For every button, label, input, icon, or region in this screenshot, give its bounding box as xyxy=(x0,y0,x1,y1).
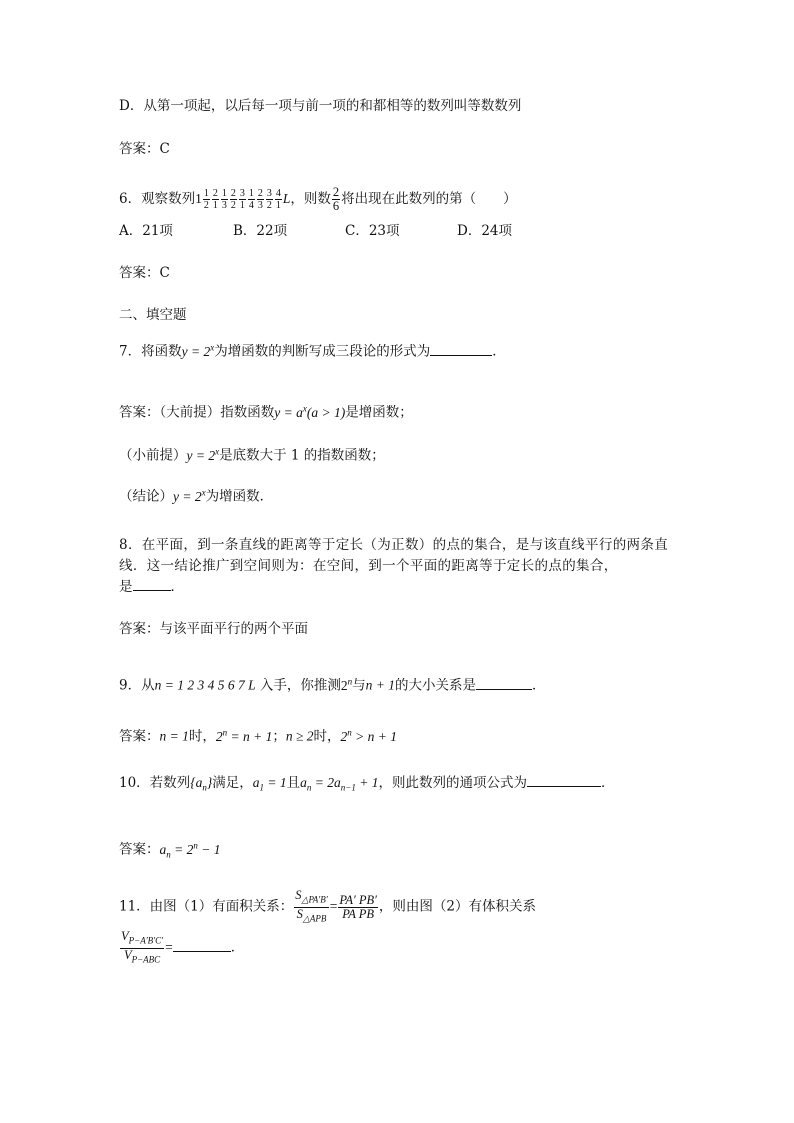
q10-seq xyxy=(190,775,213,793)
q10-an1-sub: n−1 xyxy=(340,782,356,793)
q6-fraction-num: 1 xyxy=(203,188,209,199)
q6-suffix: 将出现在此数列的第（ ） xyxy=(341,191,517,207)
q11-volume-num-v: V xyxy=(121,929,129,943)
q6-fraction-den: 2 xyxy=(266,200,272,211)
q10-stem xyxy=(119,774,614,797)
q11-eq: = xyxy=(329,898,338,914)
q10-blank xyxy=(527,774,601,787)
q11-area-num-s: S xyxy=(295,888,302,902)
q11-volume-den-sub: P−ABC xyxy=(131,954,161,964)
q6-seq-first: 1 xyxy=(195,191,202,206)
q9-ans-eq xyxy=(216,729,272,744)
q6-fraction-den: 4 xyxy=(248,200,254,211)
q10-an-base: a xyxy=(300,775,307,790)
q11-area-den-sub: △APB xyxy=(302,913,327,923)
q7-end: ． xyxy=(492,343,506,360)
q7-func-base: y = 2 xyxy=(181,343,211,359)
q10-seq-a: {a xyxy=(190,775,203,790)
q7-ans1-a: 答案：（大前提）指数函数 xyxy=(119,404,275,421)
q11-volume xyxy=(119,930,244,966)
q9-stem xyxy=(119,672,546,695)
q11-ratio-num: PA′ PB′ xyxy=(339,892,377,907)
q11-volume-den-v: V xyxy=(123,947,132,962)
q9-ans-gt-base: 2 xyxy=(340,728,348,744)
q11-end: ． xyxy=(230,939,245,956)
q10-answer xyxy=(119,836,221,863)
q6-ellipsis: L xyxy=(282,191,291,206)
q10-a1-rest: = 1 xyxy=(264,775,287,790)
q11-area-fraction xyxy=(294,889,328,925)
q11-volume-den xyxy=(120,949,164,967)
q6-option-a: A．21项 xyxy=(119,223,173,239)
q6-mid: ，则数 xyxy=(290,191,331,207)
q6-option-d: D．24项 xyxy=(457,223,513,239)
q8-line-2: 线．这一结论推广到空间则为：在空间，到一个平面的距离等于定长的点的集合， xyxy=(119,558,618,574)
q6-fraction-num: 3 xyxy=(266,188,272,199)
q6-prefix: 6．观察数列 xyxy=(119,191,196,207)
q7-ans1-cond: (a > 1) xyxy=(306,404,346,420)
q6-fraction-num: 2 xyxy=(257,188,263,199)
q9-n-expr: n = 1 2 3 4 5 6 7 L xyxy=(154,677,256,693)
q8-line3-a: 是 xyxy=(119,579,133,595)
q6-target-den: 6 xyxy=(332,199,340,213)
q11-stem xyxy=(119,889,536,925)
q6-sequence-fraction xyxy=(212,188,219,211)
q7-ans3-math xyxy=(173,489,206,504)
q7-answer-major xyxy=(119,399,413,422)
q11-area-num-sub: △PA′B′ xyxy=(301,894,328,905)
q11-area-den xyxy=(294,908,328,926)
q6-fraction-den: 1 xyxy=(275,200,281,211)
q9-ans-gt-rest: > n + 1 xyxy=(351,728,398,744)
q9-np1: n + 1 xyxy=(365,677,396,693)
q6-options xyxy=(119,222,512,240)
section-2-title: 二、填空题 xyxy=(119,307,187,323)
q6-sequence-fraction xyxy=(221,188,228,211)
q10-mid: 满足， xyxy=(212,775,253,791)
q7-ans1-base: y = a xyxy=(274,404,303,420)
q7-ans3-b: 为增函数． xyxy=(205,488,274,505)
q10-end: ． xyxy=(600,775,615,791)
q10-an-sub: n xyxy=(306,782,312,793)
q9-ans-eq-rest: = n + 1 xyxy=(227,728,273,744)
q9-pow-base: 2 xyxy=(340,677,348,693)
q7-ans2-sup: x xyxy=(215,446,220,456)
q10-ans-tail: − 1 xyxy=(197,841,221,857)
q9-ans-gt xyxy=(341,729,397,744)
q7-ans1-math xyxy=(274,405,345,420)
q10-prefix: 10．若数列 xyxy=(119,775,191,791)
q8-line3-b: ． xyxy=(170,579,184,595)
q11-ratio-fraction xyxy=(338,894,378,921)
q7-func-sup: x xyxy=(210,342,215,352)
q10-an-rest: = 2a xyxy=(311,775,341,790)
q9-ans-gt-sup: n xyxy=(347,727,352,737)
q7-ans3-sup: x xyxy=(201,487,206,497)
q7-suffix: 为增函数的判断写成三段论的形式为 xyxy=(214,343,431,360)
q6-fraction-num: 2 xyxy=(230,188,236,199)
q6-fraction-den: 3 xyxy=(257,200,263,211)
q10-a1 xyxy=(252,775,287,793)
q10-suffix: ，则此数列的通项公式为 xyxy=(378,775,527,791)
q7-stem xyxy=(119,338,506,361)
q7-answer-conclusion xyxy=(119,483,273,506)
q6-answer: 答案：C xyxy=(119,265,170,281)
q6-fraction-num: 4 xyxy=(275,188,281,199)
q6-fraction-num: 3 xyxy=(239,188,245,199)
q9-blank xyxy=(476,677,532,690)
q6-option-c: C．23项 xyxy=(345,223,400,239)
q7-ans2-a: （小前提） xyxy=(119,447,187,464)
q6-sequence-fraction xyxy=(203,188,210,211)
q6-sequence-fraction xyxy=(230,188,237,211)
q10-ans-sup: n xyxy=(193,840,198,850)
q9-ans-eq-sup: n xyxy=(222,727,228,737)
q9-ans-n2: n ≥ 2 xyxy=(285,728,314,744)
q10-ans-math xyxy=(159,840,221,860)
q6-target-fraction xyxy=(332,186,340,213)
q6-fraction-den: 2 xyxy=(203,200,209,211)
q6-sequence-fraction xyxy=(275,188,282,211)
q5-option-d: D．从第一项起，以后每一项与前一项的和都相等的数列叫等数数列 xyxy=(119,98,522,114)
q10-ans-sub: n xyxy=(166,849,171,860)
q7-ans2-math xyxy=(187,448,220,463)
q7-ans1-sup: x xyxy=(302,403,307,413)
q6-sequence-fraction xyxy=(248,188,255,211)
q6-stem xyxy=(119,184,517,214)
q7-func xyxy=(182,344,215,359)
q6-sequence-fraction xyxy=(266,188,273,211)
q9-ans-when: 时， xyxy=(188,728,216,745)
q10-seq-sub: n xyxy=(202,782,207,793)
q6-option-b: B．22项 xyxy=(233,223,288,239)
q9-mid: 入手，你推测 xyxy=(255,677,341,694)
q11-volume-fraction xyxy=(120,930,164,966)
q9-ans-when2: 时， xyxy=(313,728,341,745)
q7-ans2-b: 是底数大于 1 的指数函数； xyxy=(219,447,385,464)
q6-fraction-num: 1 xyxy=(221,188,227,199)
q10-ans-a: a xyxy=(159,841,167,857)
q11-volume-eq: = xyxy=(165,939,173,955)
q9-ans-sep: ； xyxy=(272,728,286,745)
q7-blank xyxy=(430,343,492,356)
q6-sequence-fraction xyxy=(257,188,264,211)
q9-ans-eq-base: 2 xyxy=(215,728,223,744)
q7-prefix: 7．将函数 xyxy=(119,343,182,360)
q10-an-tail: + 1 xyxy=(355,775,379,790)
q6-sequence xyxy=(202,188,283,211)
q9-and: 与 xyxy=(352,677,366,694)
q11-ratio-den: PA PB xyxy=(342,906,375,921)
q10-and: 且 xyxy=(286,775,301,791)
q11-volume-num-sub: P−A′B′C′ xyxy=(128,935,164,946)
q7-ans3-base: y = 2 xyxy=(173,488,202,504)
q11-blank xyxy=(173,939,231,952)
q11-volume-num xyxy=(120,930,164,949)
q10-a1-sub: 1 xyxy=(259,782,264,793)
q7-ans3-a: （结论） xyxy=(119,488,173,505)
q8-blank xyxy=(133,578,171,591)
q9-suffix: 的大小关系是 xyxy=(395,677,477,694)
q9-prefix: 9．从 xyxy=(119,677,155,694)
q9-ans-n1: n = 1 xyxy=(159,728,189,744)
q10-a1-base: a xyxy=(252,775,260,790)
q6-sequence-fraction xyxy=(239,188,246,211)
q8-line-3 xyxy=(119,578,184,596)
q11-area-num xyxy=(294,889,328,908)
q9-ans-prefix: 答案： xyxy=(119,728,160,745)
q11-suffix: ，则由图（2）有体积关系 xyxy=(378,898,536,915)
q9-pow xyxy=(341,678,352,693)
q9-end: ． xyxy=(532,677,546,694)
q7-answer-minor xyxy=(119,442,385,465)
q10-ans-eq: = 2 xyxy=(170,841,194,857)
q7-ans1-b: 是增函数； xyxy=(345,404,413,421)
q10-seq-end: } xyxy=(206,775,213,790)
q10-ans-prefix: 答案： xyxy=(119,841,160,858)
q6-fraction-den: 3 xyxy=(221,200,227,211)
q7-ans2-base: y = 2 xyxy=(186,447,216,463)
q10-an xyxy=(300,775,379,793)
q5-answer: 答案：C xyxy=(119,141,170,157)
q9-answer xyxy=(119,723,397,746)
q6-fraction-num: 1 xyxy=(248,188,254,199)
q11-prefix: 11．由图（1）有面积关系： xyxy=(119,898,294,915)
q6-fraction-den: 2 xyxy=(230,200,236,211)
q8-answer: 答案：与该平面平行的两个平面 xyxy=(119,621,308,637)
q6-target-num: 2 xyxy=(332,185,340,199)
q6-fraction-den: 1 xyxy=(239,200,245,211)
q11-area-den-s: S xyxy=(296,906,303,921)
q6-fraction-den: 1 xyxy=(212,200,218,211)
q9-pow-sup: n xyxy=(347,676,353,686)
q6-fraction-num: 2 xyxy=(212,188,218,199)
q8-line-1: 8．在平面，到一条直线的距离等于定长（为正数）的点的集合，是与该直线平行的两条直 xyxy=(119,537,669,553)
